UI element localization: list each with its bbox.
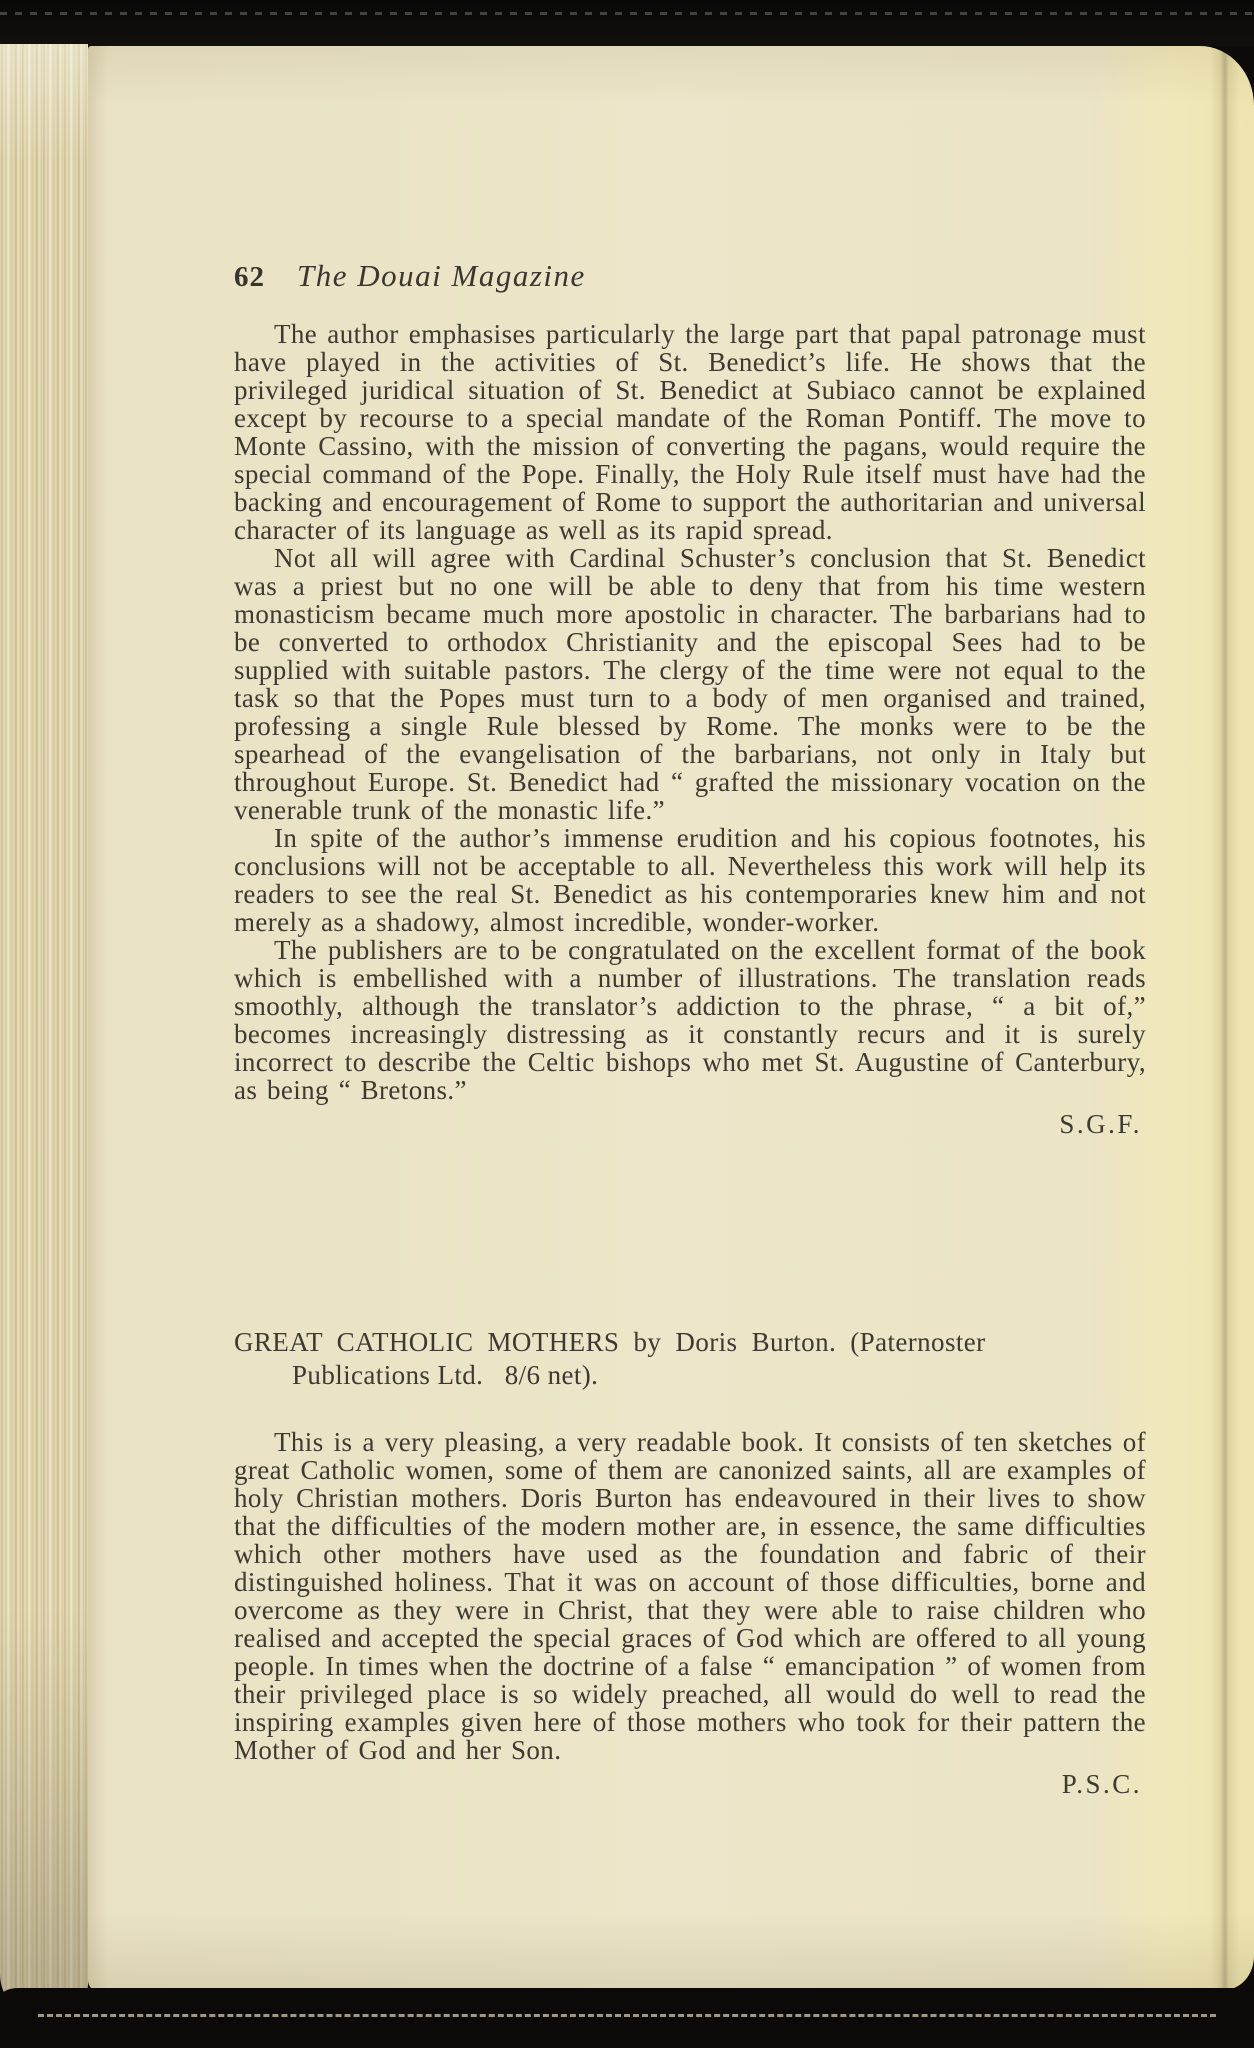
page-number: 62 xyxy=(234,261,265,293)
review2-heading-line1: GREAT CATHOLIC MOTHERS by Doris Burton. (Paternoster xyxy=(234,1327,986,1357)
text-column xyxy=(234,46,1146,1800)
magazine-title: The Douai Magazine xyxy=(297,258,586,293)
reviewer-initials-1: S.G.F. xyxy=(1059,1109,1142,1139)
fanned-page-edges xyxy=(0,44,88,2000)
reviewer-initials-2: P.S.C. xyxy=(1061,1769,1142,1799)
review1-paragraph-3: In spite of the author’s immense erudition and his copious footnotes, his conclusions will not be acceptable to all. Nevertheless this work will help its readers to see the real St. Benedict as his contemporaries knew him and not merely as a shadowy, almost incredible, wonder-worker. xyxy=(234,823,1146,937)
cover-stitching-line xyxy=(38,2014,1217,2017)
book-cover-bottom xyxy=(0,1988,1254,2048)
review1-paragraph-4: The publishers are to be congratulated on the excellent format of the book which is embellished with a number of illustrations. The translation reads smoothly, although the translator’s addiction to the phrase, “ a bit of,” becomes increasingly distressing as it constantly recurs and it is surely incorrect to describe the Celtic bishops who met St. Augustine of Canterbury, as being “ Bretons.” xyxy=(234,935,1146,1105)
book-cover-top xyxy=(0,0,1254,46)
review1-paragraph-2: Not all will agree with Cardinal Schuster’s conclusion that St. Benedict was a priest but no one will be able to deny that from his time western monasticism became much more apostolic in character. The barbarians had to be converted to orthodox Christianity and the episcopal Sees had to be supplied with suitable pastors. The clergy of the time were not equal to the task so that the Popes must turn to a body of men organised and trained, professing a single Rule blessed by Rome. The monks were to be the spearhead of the evangelisation of the barbarians, not only in Italy but throughout Europe. St. Benedict had “ grafted the missionary vocation on the venerable trunk of the monastic life.” xyxy=(234,543,1146,825)
review2-heading-line2: Publications Ltd. 8/6 net). xyxy=(292,1360,599,1390)
cover-edge-highlight xyxy=(0,12,1254,15)
page-header xyxy=(234,258,1146,294)
review2-paragraph-1: This is a very pleasing, a very readable book. It consists of ten sketches of great Catholic women, some of them are canonized saints, all are examples of holy Christian mothers. Doris Burton has endeavoured in their lives to show that the difficulties of the modern mother are, in essence, the same difficulties which other mothers have used as the foundation and fabric of their distinguished holiness. That it was on account of those difficulties, borne and overcome as they were in Christ, that they were able to raise children who realised and accepted the special graces of God which are offered to all young people. In times when the doctrine of a false “ emancipation ” of women from their privileged place is so widely preached, all would do well to read the inspiring examples given here of those mothers who took for their pattern the Mother of God and her Son. xyxy=(234,1427,1146,1765)
review2-heading xyxy=(234,1326,1146,1392)
book-page xyxy=(88,46,1254,1990)
review1-paragraph-1: The author emphasises particularly the large part that papal patronage must have played in the activities of St. Benedict’s life. He shows that the privileged juridical situation of St. Benedict at Subiaco cannot be explained except by recourse to a special mandate of the Roman Pontiff. The move to Monte Cassino, with the mission of converting the pagans, would require the special command of the Pope. Finally, the Holy Rule itself must have had the backing and encouragement of Rome to support the authoritarian and universal character of its language as well as its rapid spread. xyxy=(234,319,1146,545)
